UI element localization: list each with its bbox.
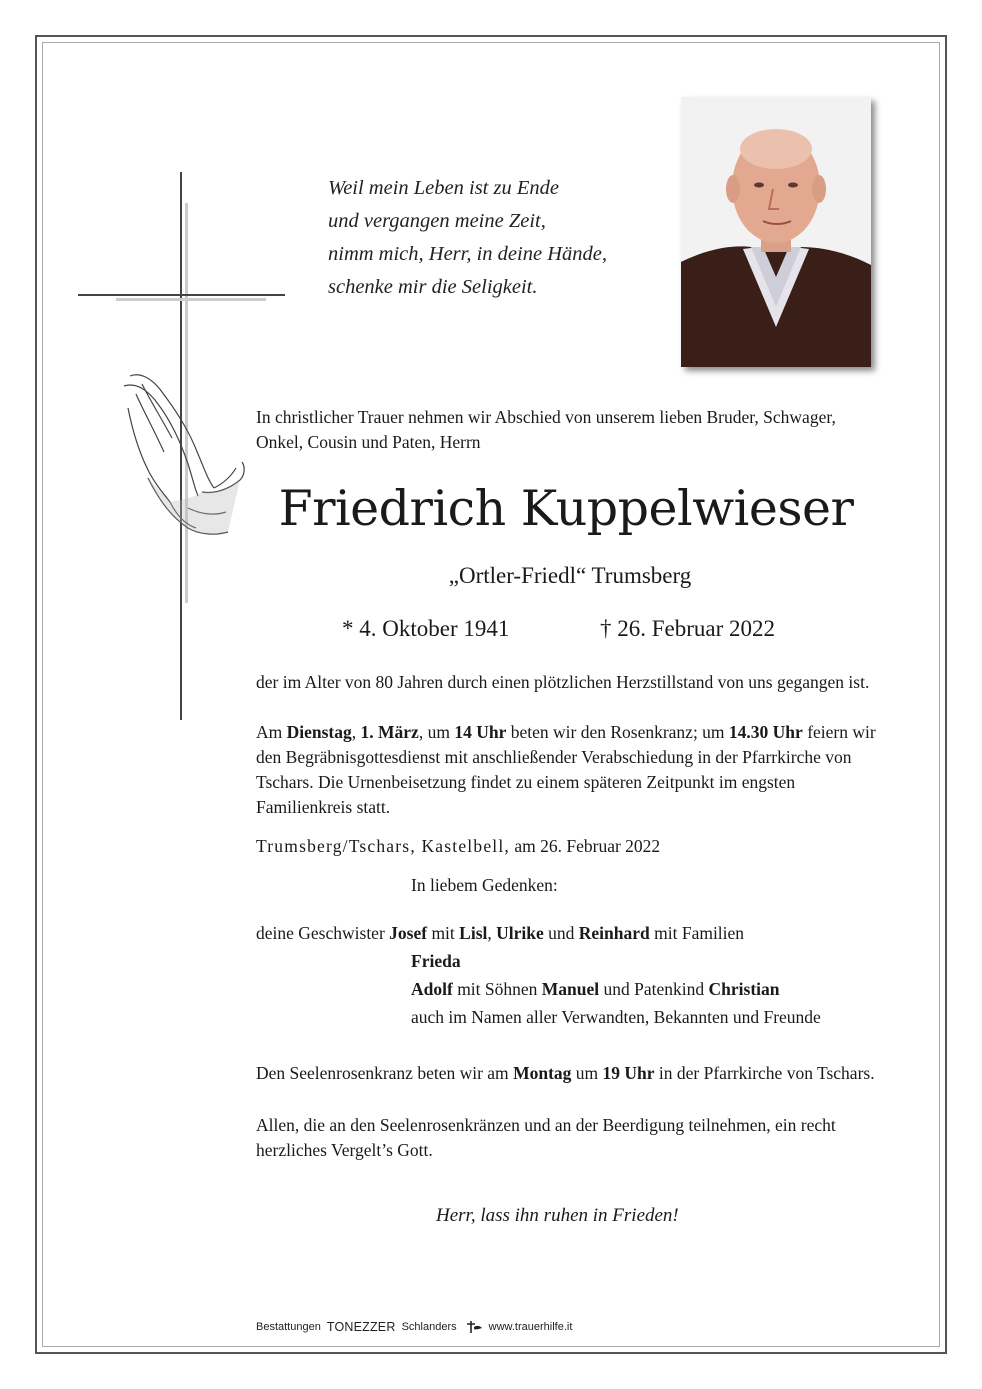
death-date: † 26. Februar 2022 — [600, 616, 776, 641]
funeral-text: feiern wir den Begräbnisgottesdienst mit anschließender Verabschiedung in der Pfarrkirche von Tschars. Die Urnenbeisetzung findet zu einem späteren Zeitpunkt im engsten Familienkreis statt. — [256, 722, 876, 817]
footer-brand: TONEZZER — [326, 1320, 396, 1334]
funeral-date: 1. März — [360, 722, 419, 742]
service-time: 14.30 Uhr — [728, 722, 803, 742]
notice-text: in der Pfarrkirche von Tschars. — [654, 1063, 875, 1083]
funeral-text: , — [351, 722, 361, 742]
family-text: und Patenkind — [599, 979, 709, 999]
birth-date: * 4. Oktober 1941 — [342, 616, 510, 641]
rosary-time: 14 Uhr — [454, 722, 507, 742]
cross-horizontal-shadow — [116, 298, 266, 301]
thanks-notice: Allen, die an den Seelenrosenkränzen und an der Beerdigung teilnehmen, ein recht herzliches Vergelt’s Gott. — [256, 1115, 836, 1160]
portrait-photo — [681, 97, 871, 367]
family-text: mit — [427, 923, 460, 943]
footer-town: Schlanders — [401, 1321, 457, 1333]
funeral-day: Dienstag — [286, 722, 352, 742]
footer — [256, 1320, 572, 1334]
rosary-day: Montag — [513, 1063, 572, 1083]
death-paragraph: der im Alter von 80 Jahren durch einen plötzlichen Herzstillstand von uns gegangen ist. — [256, 672, 870, 692]
funeral-text: , um — [418, 722, 455, 742]
family-member: Christian — [708, 979, 780, 999]
deceased-name: Friedrich Kuppelwieser — [278, 480, 854, 537]
verse-line: Weil mein Leben ist zu Ende — [328, 177, 559, 199]
notice-text: um — [571, 1063, 603, 1083]
family-text: , — [487, 923, 497, 943]
family-member: Manuel — [541, 979, 600, 999]
rosary-evening-time: 19 Uhr — [602, 1063, 655, 1083]
family-member: Josef — [389, 923, 428, 943]
family-member: Ulrike — [496, 923, 544, 943]
family-line: auch im Namen aller Verwandten, Bekannten und Freunde — [411, 1007, 821, 1027]
memory-heading: In liebem Gedenken: — [411, 875, 558, 895]
family-line — [256, 947, 821, 975]
funeral-paragraph — [256, 720, 886, 820]
family-list — [256, 919, 821, 1031]
verse — [328, 172, 607, 304]
family-member: Reinhard — [578, 923, 650, 943]
intro-text: In christlicher Trauer nehmen wir Abschied von unserem lieben Bruder, Schwager, Onkel, Cousin und Paten, Herrn — [256, 407, 836, 452]
rosary-notice — [256, 1061, 886, 1086]
cross-dove-icon — [463, 1320, 483, 1334]
cross-horizontal-line — [78, 294, 285, 296]
place-date: am 26. Februar 2022 — [510, 836, 661, 856]
footer-prefix: Bestattungen — [256, 1321, 321, 1333]
notice-text: Den Seelenrosenkranz beten wir am — [256, 1063, 514, 1083]
place-date-line — [256, 836, 660, 857]
family-text: deine Geschwister — [256, 923, 390, 943]
funeral-text: beten wir den Rosenkranz; um — [506, 722, 729, 742]
family-text: und — [543, 923, 579, 943]
funeral-text: Am — [256, 722, 287, 742]
family-member: Adolf — [411, 979, 453, 999]
family-line — [256, 919, 821, 947]
verse-line: schenke mir die Seligkeit. — [328, 276, 538, 298]
family-line — [256, 975, 821, 1003]
footer-url-link[interactable]: www.trauerhilfe.it — [488, 1321, 573, 1333]
family-member: Lisl — [459, 923, 488, 943]
deceased-nickname: „Ortler-Friedl“ Trumsberg — [448, 563, 692, 588]
verse-line: und vergangen meine Zeit, — [328, 210, 546, 232]
verse-line: nimm mich, Herr, in deine Hände, — [328, 243, 607, 265]
closing-line: Herr, lass ihn ruhen in Frieden! — [436, 1205, 679, 1226]
family-text: mit Söhnen — [452, 979, 542, 999]
family-member: Frieda — [411, 951, 461, 971]
place-name: Trumsberg/Tschars, Kastelbell, — [256, 836, 510, 856]
family-text: mit Familien — [649, 923, 745, 943]
